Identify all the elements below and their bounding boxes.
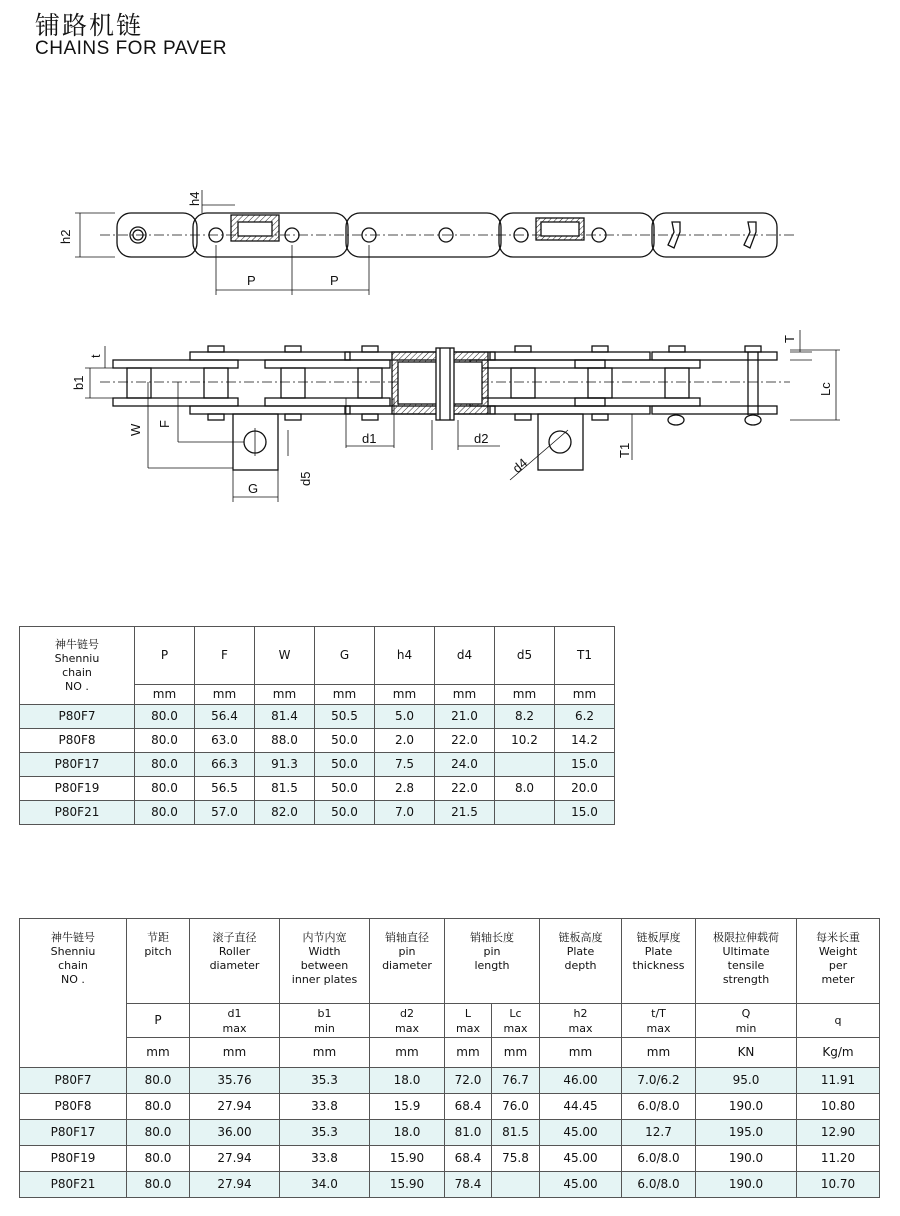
value-cell: 27.94: [190, 1146, 280, 1172]
value-cell: 34.0: [280, 1172, 370, 1198]
value-cell: 35.3: [280, 1068, 370, 1094]
value-cell: 81.5: [492, 1120, 540, 1146]
unit-cell: mm: [555, 685, 615, 705]
label-p1: P: [247, 273, 256, 288]
header-plate-thickness: 链板厚度 Plate thickness: [622, 919, 696, 1004]
value-cell: 50.0: [315, 729, 375, 753]
value-cell: [492, 1172, 540, 1198]
value-cell: 12.90: [797, 1120, 880, 1146]
value-cell: 7.0/6.2: [622, 1068, 696, 1094]
value-cell: 2.8: [375, 777, 435, 801]
header-inner-width: 内节内宽 Width between inner plates: [280, 919, 370, 1004]
value-cell: [495, 801, 555, 825]
value-cell: 2.0: [375, 729, 435, 753]
unit-cell: mm: [540, 1038, 622, 1068]
header-T1: T1: [555, 627, 615, 685]
header-W: W: [255, 627, 315, 685]
value-cell: 45.00: [540, 1146, 622, 1172]
value-cell: 68.4: [445, 1146, 492, 1172]
table-row: [20, 753, 615, 777]
value-cell: [495, 753, 555, 777]
value-cell: 81.0: [445, 1120, 492, 1146]
value-cell: 50.0: [315, 753, 375, 777]
value-cell: 6.0/8.0: [622, 1094, 696, 1120]
value-cell: 80.0: [127, 1172, 190, 1198]
value-cell: 11.20: [797, 1146, 880, 1172]
value-cell: 33.8: [280, 1094, 370, 1120]
symbol-plate-thickness: t/T max: [622, 1004, 696, 1038]
header-h4: h4: [375, 627, 435, 685]
value-cell: 21.5: [435, 801, 495, 825]
value-cell: 15.0: [555, 801, 615, 825]
chain-no-cell: P80F19: [20, 1146, 127, 1172]
table-row: [20, 1172, 880, 1198]
value-cell: 35.3: [280, 1120, 370, 1146]
symbol-pin-d: d2 max: [370, 1004, 445, 1038]
value-cell: 80.0: [127, 1120, 190, 1146]
value-cell: 50.0: [315, 777, 375, 801]
header-F: F: [195, 627, 255, 685]
value-cell: 57.0: [195, 801, 255, 825]
value-cell: 80.0: [135, 753, 195, 777]
table-row: [20, 729, 615, 753]
value-cell: 12.7: [622, 1120, 696, 1146]
label-Lc: Lc: [818, 382, 833, 396]
value-cell: 44.45: [540, 1094, 622, 1120]
value-cell: 88.0: [255, 729, 315, 753]
header-pin-diameter: 销轴直径 pin diameter: [370, 919, 445, 1004]
value-cell: 15.9: [370, 1094, 445, 1120]
value-cell: 72.0: [445, 1068, 492, 1094]
value-cell: 190.0: [696, 1146, 797, 1172]
header-pin-length: 销轴长度 pin length: [445, 919, 540, 1004]
value-cell: 24.0: [435, 753, 495, 777]
symbol-weight: q: [797, 1004, 880, 1038]
table-row: [20, 777, 615, 801]
label-d1: d1: [362, 431, 377, 446]
value-cell: 81.4: [255, 705, 315, 729]
value-cell: 81.5: [255, 777, 315, 801]
value-cell: 15.90: [370, 1172, 445, 1198]
value-cell: 78.4: [445, 1172, 492, 1198]
label-d4: d4: [509, 455, 531, 476]
value-cell: 10.70: [797, 1172, 880, 1198]
unit-cell: mm: [445, 1038, 492, 1068]
table-row: [20, 705, 615, 729]
value-cell: 18.0: [370, 1120, 445, 1146]
label-t: t: [88, 354, 103, 358]
value-cell: 45.00: [540, 1172, 622, 1198]
value-cell: 6.0/8.0: [622, 1146, 696, 1172]
chain-no-cell: P80F17: [20, 1120, 127, 1146]
header-chain-no: 神牛链号 Shenniu chain NO .: [20, 919, 127, 1068]
value-cell: 8.0: [495, 777, 555, 801]
label-h2: h2: [58, 229, 73, 244]
symbol-tensile: Q min: [696, 1004, 797, 1038]
value-cell: 45.00: [540, 1120, 622, 1146]
unit-cell: mm: [492, 1038, 540, 1068]
symbol-width: b1 min: [280, 1004, 370, 1038]
label-G: G: [248, 481, 259, 496]
symbol-pitch: P: [127, 1004, 190, 1038]
value-cell: 21.0: [435, 705, 495, 729]
value-cell: 15.0: [555, 753, 615, 777]
unit-cell: mm: [495, 685, 555, 705]
value-cell: 10.2: [495, 729, 555, 753]
value-cell: 8.2: [495, 705, 555, 729]
value-cell: 14.2: [555, 729, 615, 753]
unit-cell: mm: [190, 1038, 280, 1068]
chain-no-cell: P80F7: [20, 705, 135, 729]
value-cell: 36.00: [190, 1120, 280, 1146]
value-cell: 80.0: [135, 729, 195, 753]
label-p2: P: [330, 273, 339, 288]
value-cell: 46.00: [540, 1068, 622, 1094]
header-G: G: [315, 627, 375, 685]
unit-cell: mm: [370, 1038, 445, 1068]
chain-no-cell: P80F21: [20, 1172, 127, 1198]
value-cell: 27.94: [190, 1172, 280, 1198]
chain-no-cell: P80F8: [20, 729, 135, 753]
value-cell: 80.0: [135, 777, 195, 801]
value-cell: 95.0: [696, 1068, 797, 1094]
value-cell: 80.0: [135, 705, 195, 729]
value-cell: 80.0: [127, 1094, 190, 1120]
value-cell: 10.80: [797, 1094, 880, 1120]
chain-no-cell: P80F7: [20, 1068, 127, 1094]
value-cell: 7.0: [375, 801, 435, 825]
symbol-pin-L: L max: [445, 1004, 492, 1038]
value-cell: 66.3: [195, 753, 255, 777]
value-cell: 82.0: [255, 801, 315, 825]
value-cell: 22.0: [435, 777, 495, 801]
unit-cell: mm: [435, 685, 495, 705]
symbol-plate-depth: h2 max: [540, 1004, 622, 1038]
chain-specifications-table: [19, 918, 880, 1198]
symbol-roller: d1 max: [190, 1004, 280, 1038]
value-cell: 80.0: [127, 1146, 190, 1172]
header-weight: 每米长重 Weight per meter: [797, 919, 880, 1004]
value-cell: 11.91: [797, 1068, 880, 1094]
value-cell: 15.90: [370, 1146, 445, 1172]
label-b1: b1: [71, 375, 86, 390]
chain-no-cell: P80F19: [20, 777, 135, 801]
value-cell: 56.4: [195, 705, 255, 729]
header-chain-no: 神牛链号 Shenniu chain NO .: [20, 627, 135, 705]
value-cell: 18.0: [370, 1068, 445, 1094]
value-cell: 50.5: [315, 705, 375, 729]
value-cell: 80.0: [127, 1068, 190, 1094]
header-P: P: [135, 627, 195, 685]
unit-cell: mm: [255, 685, 315, 705]
unit-cell: KN: [696, 1038, 797, 1068]
table-row: [20, 801, 615, 825]
table-row: [20, 1068, 880, 1094]
value-cell: 7.5: [375, 753, 435, 777]
unit-cell: mm: [195, 685, 255, 705]
value-cell: 91.3: [255, 753, 315, 777]
value-cell: 27.94: [190, 1094, 280, 1120]
value-cell: 80.0: [135, 801, 195, 825]
unit-cell: mm: [280, 1038, 370, 1068]
value-cell: 76.0: [492, 1094, 540, 1120]
symbol-pin-Lc: Lc max: [492, 1004, 540, 1038]
value-cell: 5.0: [375, 705, 435, 729]
attachment-dimensions-table: [19, 626, 615, 825]
title-english: CHAINS FOR PAVER: [35, 38, 228, 59]
chain-no-cell: P80F8: [20, 1094, 127, 1120]
value-cell: 190.0: [696, 1094, 797, 1120]
header-d4: d4: [435, 627, 495, 685]
value-cell: 35.76: [190, 1068, 280, 1094]
label-d5: d5: [298, 471, 313, 486]
value-cell: 56.5: [195, 777, 255, 801]
unit-cell: mm: [375, 685, 435, 705]
value-cell: 33.8: [280, 1146, 370, 1172]
chain-technical-drawing: [0, 0, 900, 600]
value-cell: 76.7: [492, 1068, 540, 1094]
label-T: T: [782, 335, 797, 343]
chain-no-cell: P80F17: [20, 753, 135, 777]
value-cell: 6.2: [555, 705, 615, 729]
label-T1: T1: [617, 442, 632, 458]
value-cell: 50.0: [315, 801, 375, 825]
unit-cell: mm: [315, 685, 375, 705]
table-row: [20, 1120, 880, 1146]
value-cell: 22.0: [435, 729, 495, 753]
value-cell: 75.8: [492, 1146, 540, 1172]
label-F: F: [157, 420, 172, 428]
header-pitch: 节距 pitch: [127, 919, 190, 1004]
unit-cell: mm: [127, 1038, 190, 1068]
unit-cell: mm: [622, 1038, 696, 1068]
chain-no-cell: P80F21: [20, 801, 135, 825]
table-row: [20, 1094, 880, 1120]
label-W: W: [128, 423, 143, 436]
header-roller-diameter: 滚子直径 Roller diameter: [190, 919, 280, 1004]
unit-cell: mm: [135, 685, 195, 705]
unit-cell: Kg/m: [797, 1038, 880, 1068]
label-h4: h4: [187, 191, 202, 206]
header-d5: d5: [495, 627, 555, 685]
value-cell: 20.0: [555, 777, 615, 801]
table-row: [20, 1146, 880, 1172]
header-tensile-strength: 极限拉伸载荷 Ultimate tensile strength: [696, 919, 797, 1004]
value-cell: 63.0: [195, 729, 255, 753]
header-plate-depth: 链板高度 Plate depth: [540, 919, 622, 1004]
label-d2: d2: [474, 431, 489, 446]
title-chinese: 铺路机链: [35, 11, 144, 40]
value-cell: 68.4: [445, 1094, 492, 1120]
value-cell: 190.0: [696, 1172, 797, 1198]
value-cell: 195.0: [696, 1120, 797, 1146]
value-cell: 6.0/8.0: [622, 1172, 696, 1198]
